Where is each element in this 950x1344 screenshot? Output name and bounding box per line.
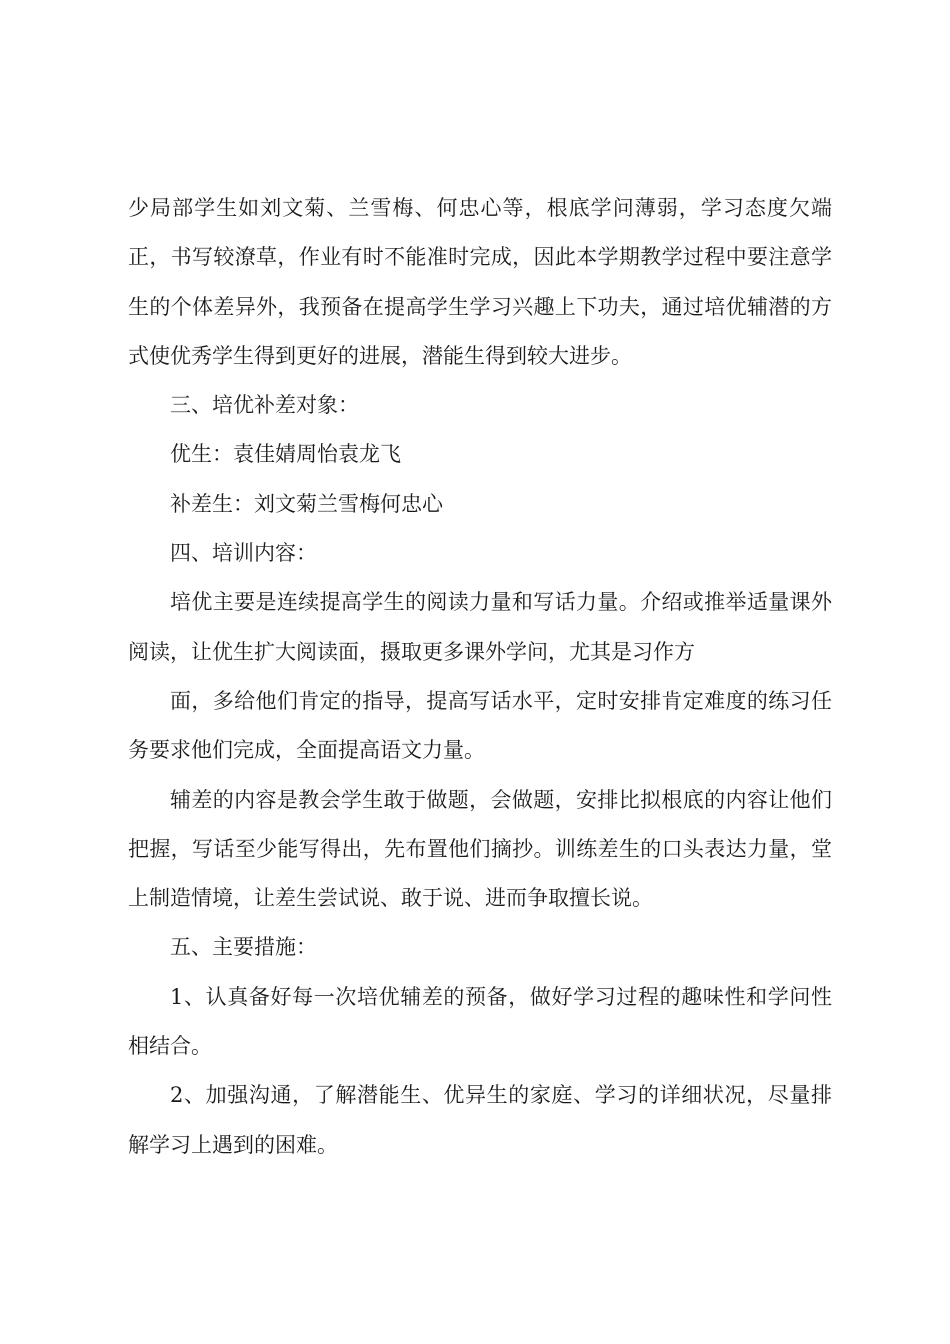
- paragraph-measure-one: 1、认真备好每一次培优辅差的预备，做好学习过程的趣味性和学问性相结合。: [128, 984, 832, 1059]
- paragraph-training-top-continued: 面，多给他们肯定的指导，提高写话水平，定时安排肯定难度的练习任务要求他们完成，全面提高语文力量。: [128, 688, 832, 763]
- heading-section-five: 五、主要措施：: [170, 935, 317, 960]
- paragraph-remedial-students: 补差生：刘文菊兰雪梅何忠心: [170, 491, 443, 516]
- heading-section-three: 三、培优补差对象：: [170, 393, 359, 418]
- document-body: [128, 184, 832, 1170]
- paragraph-training-remedial: 辅差的内容是教会学生敢于做题，会做题，安排比拟根底的内容让他们把握，写话至少能写得出，先布置他们摘抄。训练差生的口头表达力量，堂上制造情境，让差生尝试说、敢于说、进而争取擅长说。: [128, 787, 832, 911]
- paragraph-measure-two: 2、加强沟通，了解潜能生、优异生的家庭、学习的详细状况，尽量排解学习上遇到的困难。: [128, 1083, 832, 1157]
- paragraph-weak-students: 少局部学生如刘文菊、兰雪梅、何忠心等，根底学问薄弱，学习态度欠端正，书写较潦草，作业有时不能准时完成，因此本学期教学过程中要注意学生的个体差异外，我预备在提高学生学习兴趣上下功夫，通过培优辅潜的方式使优秀学生得到更好的进展，潜能生得到较大进步。: [128, 196, 832, 368]
- heading-section-four: 四、培训内容：: [170, 541, 317, 566]
- paragraph-top-students: 优生：袁佳婧周怡袁龙飞: [170, 442, 401, 467]
- paragraph-training-top: 培优主要是连续提高学生的阅读力量和写话力量。介绍或推举适量课外阅读，让优生扩大阅读面，摄取更多课外学问，尤其是习作方: [128, 590, 832, 664]
